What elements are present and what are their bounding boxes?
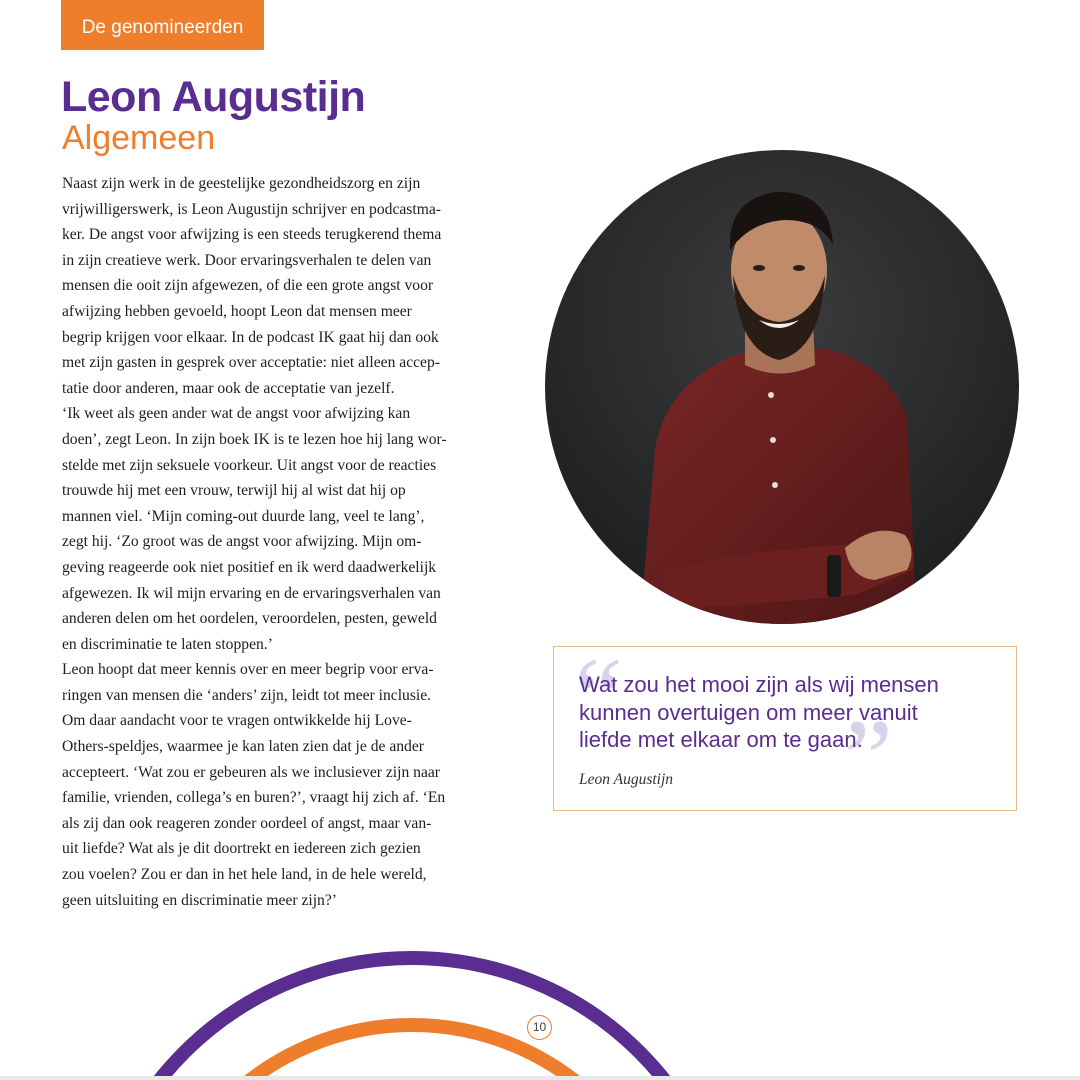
body-line: geving reageerde ook niet positief en ik werd daadwerkelijk [62, 558, 437, 576]
body-line: ‘Ik weet als geen ander wat de angst voor afwijzing kan [62, 405, 411, 423]
body-line: anderen delen om het oordelen, veroordelen, pesten, geweld [62, 610, 437, 628]
body-line: als zij dan ook reageren zonder oordeel of angst, maar van- [62, 814, 432, 832]
body-line: tatie door anderen, maar ook de acceptatie van jezelf. [62, 379, 395, 397]
page-number: 10 [527, 1015, 552, 1040]
close-quote-mark: ” [844, 697, 893, 819]
body-line: Leon hoopt dat meer kennis over en meer begrip voor erva- [62, 661, 434, 679]
body-line: Others-speldjes, waarmee je kan laten zien dat je de ander [62, 738, 424, 756]
body-line: mensen die ooit zijn afgewezen, of die een grote angst voor [62, 277, 434, 295]
section-tag: De genomineerden [61, 0, 264, 50]
body-line: in zijn creatieve werk. Door ervaringsverhalen te delen van [62, 251, 432, 269]
nominee-name: Leon Augustijn [61, 73, 366, 121]
body-line: ringen van mensen die ‘anders’ zijn, leidt tot meer inclusie. [62, 686, 432, 704]
body-line: Naast zijn werk in de geestelijke gezondheidszorg en zijn [62, 175, 421, 192]
body-line: ker. De angst voor afwijzing is een steeds terugkerend thema [62, 226, 442, 244]
nominee-category: Algemeen [62, 119, 216, 157]
body-line: mannen viel. ‘Mijn coming-out duurde lang, veel te lang’, [62, 507, 425, 525]
bottom-rule [0, 1076, 1080, 1080]
body-line: begrip krijgen voor elkaar. In de podcast IK gaat hij dan ook [62, 328, 439, 346]
body-line: familie, vrienden, collega’s en buren?’, vraagt hij zich af. ‘En [62, 789, 446, 807]
body-line: en discriminatie te laten stoppen.’ [62, 635, 273, 653]
body-line: stelde met zijn seksuele voorkeur. Uit angst voor de reacties [62, 456, 437, 474]
body-line: uit liefde? Wat als je dit doortrekt en iedereen zich gezien [62, 840, 421, 858]
body-line: met zijn gasten in gesprek over acceptatie: niet alleen accep- [62, 354, 440, 372]
quote-line: liefde met elkaar om te gaan. [579, 727, 863, 752]
orange-arc [147, 1025, 677, 1080]
quote-line: Wat zou het mooi zijn als wij mensen [579, 672, 939, 697]
body-line: vrijwilligerswerk, is Leon Augustijn schrijver en podcastma- [62, 200, 441, 218]
body-line: trouwde hij met een vrouw, terwijl hij al wist dat hij op [62, 482, 406, 500]
body-line: zou voelen? Zou er dan in het hele land, in de hele wereld, [62, 866, 427, 884]
body-line: accepteert. ‘Wat zou er gebeuren als we inclusiever zijn naar [62, 763, 440, 781]
body-line: Om daar aandacht voor te vragen ontwikkelde hij Love- [62, 712, 412, 730]
body-line: afwijzing hebben gevoeld, hoopt Leon dat mensen meer [62, 302, 412, 320]
body-line: doen’, zegt Leon. In zijn boek IK is te lezen hoe hij lang wor- [62, 430, 447, 448]
body-line: geen uitsluiting en discriminatie meer zijn?’ [62, 891, 337, 909]
quote-author: Leon Augustijn [579, 771, 674, 788]
body-line: afgewezen. Ik wil mijn ervaring en de ervaringsverhalen van [62, 584, 441, 602]
body-line: zegt hij. ‘Zo groot was de angst voor afwijzing. Mijn om- [62, 533, 422, 551]
quote-line: kunnen overtuigen om meer vanuit [579, 699, 918, 725]
open-quote-mark: “ [574, 635, 623, 757]
